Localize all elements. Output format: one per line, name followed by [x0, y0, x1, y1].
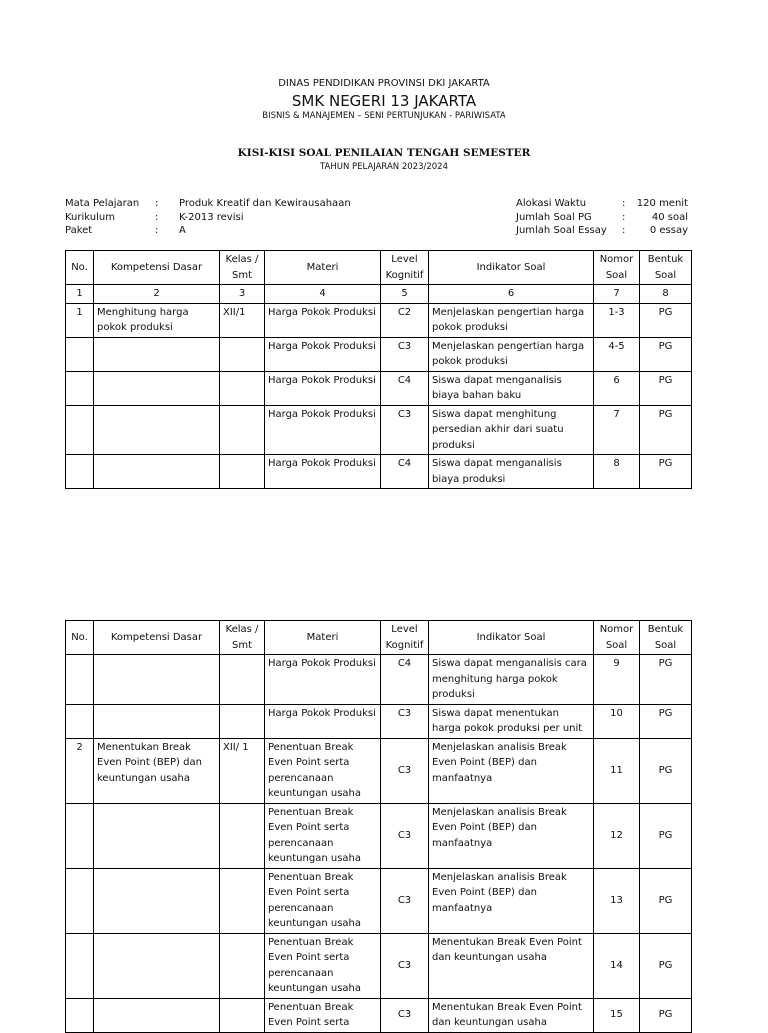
info-row-subject: Mata Pelajaran : Produk Kreatif dan Kewirausahaan — [65, 198, 351, 209]
cell-indikator: Siswa dapat menganalisis cara menghitung harga pokok produksi — [429, 655, 594, 705]
col-number: 7 — [594, 285, 640, 304]
cell-materi: Penentuan Break Even Point serta perencanaan keuntungan usaha — [265, 933, 381, 998]
cell-level: C3 — [381, 337, 429, 371]
cell-level: C3 — [381, 738, 429, 803]
cell-kompetensi — [94, 337, 220, 371]
cell-materi: Penentuan Break Even Point serta — [265, 998, 381, 1032]
cell-bentuk: PG — [640, 455, 692, 489]
cell-indikator: Siswa dapat menentukan harga pokok produksi per unit — [429, 704, 594, 738]
cell-kelas — [220, 405, 265, 455]
cell-kompetensi — [94, 655, 220, 705]
cell-materi: Harga Pokok Produksi — [265, 455, 381, 489]
info-row-curriculum: Kurikulum : K-2013 revisi — [65, 211, 244, 223]
cell-kelas — [220, 803, 265, 868]
table-header-row — [66, 251, 692, 285]
cell-no — [66, 704, 94, 738]
cell-bentuk: PG — [640, 405, 692, 455]
cell-nomor: 1-3 — [594, 303, 640, 337]
cell-bentuk: PG — [640, 738, 692, 803]
cell-no — [66, 371, 94, 405]
cell-kelas — [220, 704, 265, 738]
cell-indikator: Siswa dapat menganalisis biaya bahan baku — [429, 371, 594, 405]
cell-level: C4 — [381, 455, 429, 489]
cell-kelas — [220, 371, 265, 405]
cell-nomor: 4-5 — [594, 337, 640, 371]
cell-bentuk: PG — [640, 655, 692, 705]
cell-indikator: Menjelaskan analisis Break Even Point (BEP) dan manfaatnya — [429, 868, 594, 933]
cell-indikator: Menentukan Break Even Point dan keuntungan usaha — [429, 998, 594, 1032]
table-row — [66, 655, 692, 705]
col-header-kompetensi: Kompetensi Dasar — [94, 251, 220, 285]
cell-bentuk: PG — [640, 337, 692, 371]
cell-kompetensi — [94, 803, 220, 868]
col-header-bentuk: Bentuk Soal — [640, 251, 692, 285]
cell-level: C3 — [381, 803, 429, 868]
cell-bentuk: PG — [640, 933, 692, 998]
school-name: SMK NEGERI 13 JAKARTA — [291, 92, 477, 110]
school-departments: BISNIS & MANAJEMEN – SENI PERTUNJUKAN - PARIWISATA — [262, 111, 506, 121]
cell-nomor: 10 — [594, 704, 640, 738]
col-header-level: Level Kognitif — [381, 251, 429, 285]
table-row — [66, 704, 692, 738]
table-row — [66, 405, 692, 455]
cell-nomor: 12 — [594, 803, 640, 868]
cell-no — [66, 803, 94, 868]
cell-level: C4 — [381, 655, 429, 705]
cell-kompetensi — [94, 704, 220, 738]
question-grid-table-2 — [65, 620, 692, 1033]
cell-level: C3 — [381, 704, 429, 738]
cell-kelas — [220, 337, 265, 371]
cell-nomor: 13 — [594, 868, 640, 933]
cell-kelas — [220, 933, 265, 998]
agency-name: DINAS PENDIDIKAN PROVINSI DKI JAKARTA — [278, 78, 490, 89]
cell-no — [66, 933, 94, 998]
academic-year: TAHUN PELAJARAN 2023/2024 — [320, 162, 448, 172]
cell-level: C3 — [381, 998, 429, 1032]
cell-nomor: 14 — [594, 933, 640, 998]
col-header-no: No. — [66, 251, 94, 285]
table-row — [66, 337, 692, 371]
cell-kompetensi — [94, 455, 220, 489]
table-row — [66, 868, 692, 933]
cell-kompetensi: Menentukan Break Even Point (BEP) dan keuntungan usaha — [94, 738, 220, 803]
cell-materi: Penentuan Break Even Point serta perencanaan keuntungan usaha — [265, 868, 381, 933]
info-row-pg-count: Jumlah Soal PG : 40 soal — [516, 211, 688, 223]
cell-materi: Harga Pokok Produksi — [265, 337, 381, 371]
table-row — [66, 371, 692, 405]
cell-no: 2 — [66, 738, 94, 803]
cell-no — [66, 868, 94, 933]
document-title: KISI-KISI SOAL PENILAIAN TENGAH SEMESTER — [237, 147, 531, 159]
cell-materi: Harga Pokok Produksi — [265, 405, 381, 455]
table-row — [66, 803, 692, 868]
cell-kelas — [220, 455, 265, 489]
cell-indikator: Siswa dapat menghitung persedian akhir dari suatu produksi — [429, 405, 594, 455]
cell-materi: Harga Pokok Produksi — [265, 303, 381, 337]
cell-kompetensi — [94, 933, 220, 998]
cell-kompetensi — [94, 868, 220, 933]
cell-no — [66, 655, 94, 705]
cell-indikator: Menjelaskan pengertian harga pokok produksi — [429, 303, 594, 337]
table-row — [66, 455, 692, 489]
cell-no: 1 — [66, 303, 94, 337]
table-row — [66, 933, 692, 998]
info-row-essay-count: Jumlah Soal Essay : 0 essay — [516, 225, 688, 236]
col-header-materi: Materi — [265, 621, 381, 655]
col-header-bentuk: Bentuk Soal — [640, 621, 692, 655]
cell-level: C2 — [381, 303, 429, 337]
table-row — [66, 998, 692, 1032]
cell-kelas — [220, 998, 265, 1032]
cell-materi: Harga Pokok Produksi — [265, 655, 381, 705]
col-header-kelas: Kelas / Smt — [220, 621, 265, 655]
cell-level: C3 — [381, 405, 429, 455]
cell-no — [66, 455, 94, 489]
col-header-indikator: Indikator Soal — [429, 251, 594, 285]
cell-kompetensi — [94, 371, 220, 405]
subject-info — [65, 197, 351, 238]
cell-bentuk: PG — [640, 371, 692, 405]
cell-kelas: XII/ 1 — [220, 738, 265, 803]
cell-indikator: Menentukan Break Even Point dan keuntungan usaha — [429, 933, 594, 998]
column-number-row — [66, 285, 692, 304]
table-row — [66, 303, 692, 337]
cell-no — [66, 405, 94, 455]
cell-no — [66, 998, 94, 1032]
col-header-kompetensi: Kompetensi Dasar — [94, 621, 220, 655]
col-number: 4 — [265, 285, 381, 304]
cell-bentuk: PG — [640, 303, 692, 337]
cell-nomor: 6 — [594, 371, 640, 405]
cell-kelas — [220, 655, 265, 705]
col-header-nomor: Nomor Soal — [594, 621, 640, 655]
col-number: 3 — [220, 285, 265, 304]
question-grid-table-1 — [65, 250, 692, 489]
cell-materi: Penentuan Break Even Point serta perencanaan keuntungan usaha — [265, 803, 381, 868]
cell-kompetensi — [94, 405, 220, 455]
col-header-indikator: Indikator Soal — [429, 621, 594, 655]
cell-nomor: 7 — [594, 405, 640, 455]
info-row-time: Alokasi Waktu : 120 menit — [516, 198, 688, 209]
col-header-materi: Materi — [265, 251, 381, 285]
cell-level: C3 — [381, 868, 429, 933]
cell-nomor: 11 — [594, 738, 640, 803]
cell-level: C3 — [381, 933, 429, 998]
cell-nomor: 15 — [594, 998, 640, 1032]
exam-info — [516, 197, 688, 238]
cell-kompetensi — [94, 998, 220, 1032]
cell-bentuk: PG — [640, 704, 692, 738]
cell-nomor: 8 — [594, 455, 640, 489]
cell-materi: Harga Pokok Produksi — [265, 371, 381, 405]
table-row — [66, 738, 692, 803]
cell-bentuk: PG — [640, 998, 692, 1032]
cell-indikator: Menjelaskan analisis Break Even Point (BEP) dan manfaatnya — [429, 803, 594, 868]
cell-kompetensi: Menghitung harga pokok produksi — [94, 303, 220, 337]
col-number: 8 — [640, 285, 692, 304]
info-row-package: Paket : A — [65, 225, 186, 236]
cell-level: C4 — [381, 371, 429, 405]
cell-no — [66, 337, 94, 371]
cell-indikator: Menjelaskan analisis Break Even Point (BEP) dan manfaatnya — [429, 738, 594, 803]
cell-materi: Harga Pokok Produksi — [265, 704, 381, 738]
cell-indikator: Siswa dapat menganalisis biaya produksi — [429, 455, 594, 489]
table-header-row — [66, 621, 692, 655]
col-number: 6 — [429, 285, 594, 304]
col-header-nomor: Nomor Soal — [594, 251, 640, 285]
cell-nomor: 9 — [594, 655, 640, 705]
cell-materi: Penentuan Break Even Point serta perencanaan keuntungan usaha — [265, 738, 381, 803]
col-header-no: No. — [66, 621, 94, 655]
cell-kelas: XII/1 — [220, 303, 265, 337]
col-number: 2 — [94, 285, 220, 304]
cell-bentuk: PG — [640, 803, 692, 868]
col-header-kelas: Kelas / Smt — [220, 251, 265, 285]
col-header-level: Level Kognitif — [381, 621, 429, 655]
cell-indikator: Menjelaskan pengertian harga pokok produksi — [429, 337, 594, 371]
cell-kelas — [220, 868, 265, 933]
cell-bentuk: PG — [640, 868, 692, 933]
col-number: 1 — [66, 285, 94, 304]
col-number: 5 — [381, 285, 429, 304]
